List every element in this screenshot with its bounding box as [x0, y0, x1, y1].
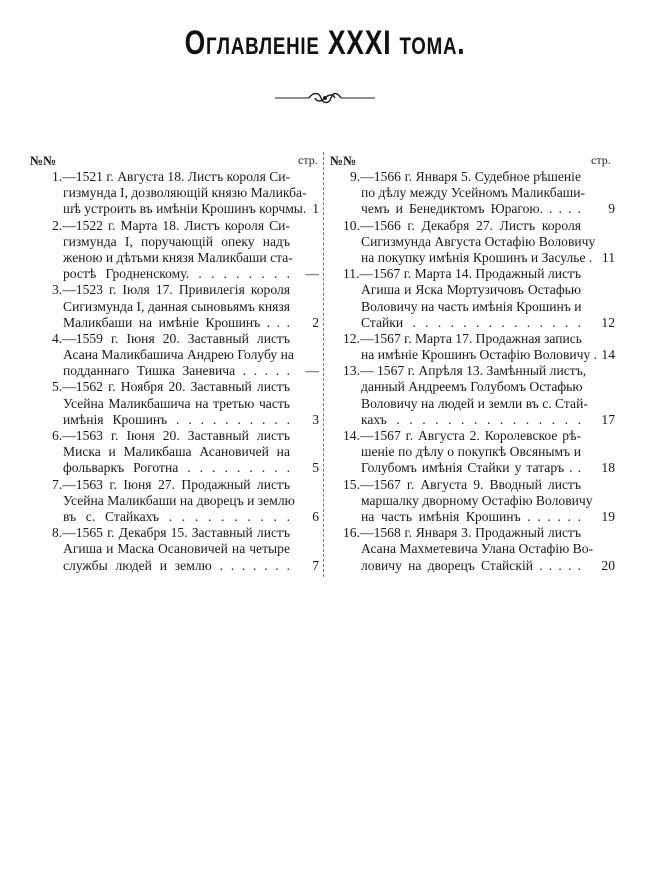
toc-entry-text: Маликбаши на имѣніе Крошинъ . . . [63, 314, 290, 330]
toc-entry-line [0, 493, 323, 509]
toc-entry-text: Сигизмунда Августа Остафію Воловичу [361, 233, 596, 249]
toc-entry-line [323, 444, 650, 460]
toc-entry-line [323, 266, 650, 282]
toc-entry [0, 379, 323, 428]
toc-entry [0, 282, 323, 331]
toc-entry [0, 331, 323, 380]
toc-entry-line [323, 558, 650, 574]
page-number: 1 [312, 201, 319, 217]
toc-entry-line [0, 347, 323, 363]
toc-entry-text: шѣ устроить въ имѣніи Крошинъ корчмы. [63, 201, 307, 217]
toc-entry-line [323, 234, 650, 250]
toc-entry-text: Сигизмунда I, данная сыновьямъ князя [63, 298, 290, 314]
toc-entry-line [0, 250, 323, 266]
toc-entry-text: гизмунда I, дозволяющій князю Маликба- [63, 185, 307, 201]
toc-entry [323, 266, 650, 331]
toc-entry-line [323, 185, 650, 201]
toc-entry-line [323, 460, 650, 476]
toc-entry-text: имѣнія Крошинъ . . . . . . . . . . [63, 411, 290, 427]
right-page-header: стр. [591, 153, 611, 167]
toc-entry-text: чемъ и Бенедиктомъ Юрагою. . . . . [361, 201, 581, 217]
toc-entry [0, 218, 323, 283]
page-number: 5 [312, 460, 319, 476]
toc-entry-line [0, 428, 323, 444]
toc-entry-line [0, 541, 323, 557]
toc-entry [323, 218, 650, 267]
toc-entry-line [323, 477, 650, 493]
ornament-divider-icon [275, 90, 375, 106]
toc-entry-heading: 2.—1522 г. Марта 18. Листъ короля Си- [52, 217, 290, 233]
toc-entry-line [0, 218, 323, 234]
right-toc-column [323, 169, 650, 574]
toc-entry-line [0, 315, 323, 331]
toc-entry-line [0, 299, 323, 315]
toc-entry-line [0, 266, 323, 282]
toc-entry-text: въ с. Стайкахъ . . . . . . . . . . [63, 508, 290, 524]
toc-entry [0, 525, 323, 574]
toc-entry-heading: 14.—1567 г. Августа 2. Королевское рѣ- [343, 428, 581, 443]
toc-entry [0, 169, 323, 218]
toc-entry-text: Асана Махметевича Улана Остафію Во- [361, 541, 594, 557]
toc-entry-line [323, 347, 650, 363]
toc-entry-heading: 13.— 1567 г. Апрѣля 13. Замѣнный листъ, [343, 363, 587, 379]
toc-entry-line [323, 412, 650, 428]
toc-entry-heading: 10.—1566 г. Декабря 27. Листъ короля [343, 217, 581, 233]
toc-entry-line [323, 282, 650, 298]
toc-entry-line [0, 412, 323, 428]
page-number: 12 [601, 314, 615, 330]
page-number: 20 [601, 557, 615, 573]
toc-entry-text: Стайки . . . . . . . . . . . . . . [361, 314, 581, 330]
toc-entry-text: на часть имѣнія Крошинъ . . . . . . [361, 508, 581, 524]
toc-entry-line [0, 379, 323, 395]
toc-entry-heading: 9.—1566 г. Января 5. Судебное рѣшеніе [350, 169, 581, 184]
toc-entry-heading: 11.—1567 г. Марта 14. Продажный листъ [343, 266, 581, 282]
right-number-header: №№ [330, 153, 357, 168]
toc-entry-line [0, 558, 323, 574]
toc-entry-line [0, 234, 323, 250]
toc-entry-heading: 3.—1523 г. Іюля 17. Привилегія короля [52, 282, 290, 298]
toc-entry-heading: 8.—1565 г. Декабря 15. Заставный листъ [52, 525, 290, 541]
toc-entry-text: кахъ . . . . . . . . . . . . . . . [361, 411, 581, 427]
toc-entry-line [0, 363, 323, 379]
toc-entry [323, 477, 650, 526]
toc-entry-heading: 5.—1562 г. Ноября 20. Заставный листъ [52, 379, 290, 395]
page-number: 14 [601, 347, 615, 363]
toc-entry-line [323, 428, 650, 444]
page-number: 18 [601, 460, 615, 476]
toc-entry-line [323, 541, 650, 557]
toc-entry-text: по дѣлу между Усейномъ Маликбаши- [361, 185, 586, 201]
toc-entry-line [323, 299, 650, 315]
toc-entry [323, 331, 650, 363]
page-number: — [305, 266, 319, 282]
toc-entry-line [323, 315, 650, 331]
toc-entry-line [323, 363, 650, 379]
toc-entry-text: шеніе по дѣлу о покупкѣ Овсянымъ и [361, 444, 581, 460]
toc-entry-line [323, 493, 650, 509]
toc-entry-line [0, 331, 323, 347]
toc-entry-text: женою и дѣтьми князя Маликбаши ста- [63, 249, 293, 265]
toc-entry-line [323, 218, 650, 234]
toc-entry-line [323, 201, 650, 217]
toc-entry [323, 428, 650, 477]
toc-entry-text: подданнаго Тишка Заневича . . . . . [63, 363, 290, 379]
toc-entry [0, 477, 323, 526]
toc-entry-text: Усейна Маликбаши на дворецъ и землю [63, 492, 295, 508]
toc-entry-line [0, 525, 323, 541]
toc-entry-text: данный Андреемъ Голубомъ Остафью [361, 379, 583, 395]
page-number: — [305, 363, 319, 379]
toc-entry-text: ловичу на дворецъ Стайскій . . . . . [361, 557, 581, 573]
toc-entry-line [323, 331, 650, 347]
page-number: 9 [608, 201, 615, 217]
toc-entry-line [323, 525, 650, 541]
toc-entry-line [0, 460, 323, 476]
toc-entry-line [323, 396, 650, 412]
toc-entry [323, 169, 650, 218]
page-number: 11 [601, 249, 615, 265]
page-number: 3 [312, 411, 319, 427]
toc-entry-line [0, 396, 323, 412]
toc-entry-line [0, 201, 323, 217]
left-toc-column [0, 169, 323, 574]
toc-entry-text: Агиша и Яска Мортузичовъ Остафью [361, 282, 581, 298]
toc-entry-heading: 4.—1559 г. Іюня 20. Заставный листъ [52, 330, 290, 346]
toc-entry-heading: 1.—1521 г. Августа 18. Листъ короля Си- [52, 169, 291, 184]
toc-entry-text: маршалку дворному Остафію Воловичу [361, 492, 593, 508]
toc-entry-line [0, 169, 323, 185]
toc-entry-text: Воловичу на людей и земли въ с. Стай- [361, 395, 588, 411]
toc-entry-text: Миска и Маликбаша Асановичей на [63, 444, 290, 460]
toc-entry-text: службы людей и землю . . . . . . . [63, 557, 290, 573]
toc-entry-text: Воловичу на часть имѣнія Крошинъ и [361, 298, 582, 314]
toc-entry-text: Асана Маликбашича Андрею Голубу на [63, 347, 294, 363]
page-number: 6 [312, 508, 319, 524]
toc-entry-heading: 16.—1568 г. Января 3. Продажный листъ [343, 525, 581, 541]
toc-entry-text: на имѣніе Крошинъ Остафію Воловичу . [361, 347, 598, 363]
toc-entry-line [323, 379, 650, 395]
page-number: 17 [601, 411, 615, 427]
toc-entry-line [323, 169, 650, 185]
toc-entry-line [323, 250, 650, 266]
toc-entry-heading: 15.—1567 г. Августа 9. Вводный листъ [343, 476, 581, 492]
page-number: 2 [312, 314, 319, 330]
toc-entry-heading: 6.—1563 г. Іюня 20. Заставный листъ [52, 428, 290, 443]
toc-entry-line [323, 509, 650, 525]
page-title: Оглавленіе XXXI тома. [184, 24, 466, 62]
left-number-header: №№ [30, 153, 57, 168]
toc-entry-text: фольваркъ Роготна . . . . . . . . . [63, 460, 290, 476]
page-number: 19 [601, 508, 615, 524]
toc-entry-line [0, 509, 323, 525]
toc-entry-text: Агиша и Маска Осановичей на четыре [63, 541, 290, 557]
toc-entry-line [0, 185, 323, 201]
toc-entry-text: на покупку имѣнія Крошинъ и Засулье . [361, 249, 593, 265]
toc-entry-heading: 12.—1567 г. Марта 17. Продажная запись [343, 330, 583, 346]
toc-entry [323, 363, 650, 428]
toc-entry-text: гизмунда I, поручающій опеку надъ [63, 233, 290, 249]
toc-entry-line [0, 477, 323, 493]
toc-entry-heading: 7.—1563 г. Іюня 27. Продажный листъ [52, 476, 290, 492]
left-page-header: стр. [298, 153, 318, 167]
toc-entry-text: ростѣ Гродненскому. . . . . . . . . [63, 266, 290, 282]
page-number: 7 [312, 557, 319, 573]
toc-entry-line [0, 282, 323, 298]
toc-entry-text: Голубомъ имѣнія Стайки у татаръ . . [361, 460, 581, 476]
toc-entry [323, 525, 650, 574]
toc-entry [0, 428, 323, 477]
toc-entry-text: Усейна Маликбашича на третью часть [63, 395, 290, 411]
toc-entry-line [0, 444, 323, 460]
